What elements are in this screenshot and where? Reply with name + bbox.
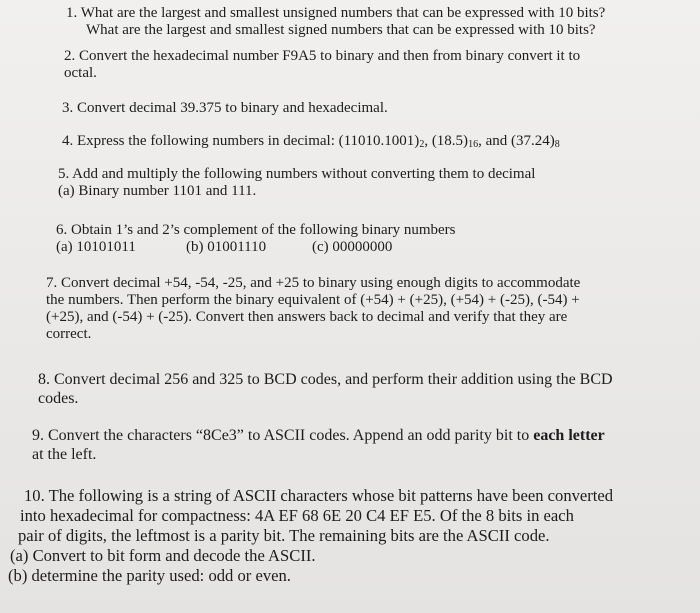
question-7-line-2: the numbers. Then perform the binary equivalent of (+54) + (+25), (+54) + (-25), (-54) +	[46, 292, 580, 308]
question-6-options	[56, 239, 456, 256]
question-3-line-1: 3. Convert decimal 39.375 to binary and hexadecimal.	[62, 100, 388, 116]
question-10-line-4: (a) Convert to bit form and decode the ASCII.	[10, 546, 316, 565]
question-2-line-2: octal.	[64, 65, 97, 81]
question-4-text-c: , and (37.24)	[478, 133, 555, 149]
question-7	[46, 275, 580, 343]
question-7-line-4: correct.	[46, 326, 92, 342]
question-10-line-3: pair of digits, the leftmost is a parity bit. The remaining bits are the ASCII code.	[18, 526, 550, 545]
question-6-option-c: (c) 00000000	[312, 239, 393, 255]
question-8	[38, 370, 613, 408]
question-1-line-1: 1. What are the largest and smallest unsigned numbers that can be expressed with 10 bits?	[66, 5, 606, 21]
question-4-text-a: 4. Express the following numbers in decimal: (11010.1001)	[62, 133, 420, 149]
question-9	[32, 426, 605, 464]
question-4-text-b: , (18.5)	[424, 133, 469, 149]
question-1	[66, 5, 605, 39]
question-8-line-2: codes.	[38, 390, 79, 407]
question-9-bold-text: each letter	[533, 427, 605, 444]
question-10-line-1: 10. The following is a string of ASCII characters whose bit patterns have been converted	[24, 486, 614, 505]
question-7-line-1: 7. Convert decimal +54, -54, -25, and +25 to binary using enough digits to accommodate	[46, 275, 581, 291]
question-10-line-2: into hexadecimal for compactness: 4A EF 68 6E 20 C4 EF E5. Of the 8 bits in each	[20, 506, 574, 525]
question-5	[58, 166, 535, 200]
question-6-option-a: (a) 10101011	[56, 239, 136, 255]
question-5-line-2: (a) Binary number 1101 and 111.	[58, 183, 257, 199]
question-9-text: 9. Convert the characters “8Ce3” to ASCII codes. Append an odd parity bit to	[32, 427, 534, 444]
question-4-base-2: 2	[419, 139, 425, 150]
question-10-line-5: (b) determine the parity used: odd or even.	[8, 566, 291, 585]
question-4-line-1	[62, 133, 560, 153]
question-10	[8, 486, 614, 586]
question-5-line-1: 5. Add and multiply the following numbers without converting them to decimal	[58, 166, 536, 182]
question-3	[62, 100, 388, 117]
question-9-line-1	[32, 426, 605, 445]
question-4-base-16: 16	[468, 139, 479, 150]
question-2-line-1: 2. Convert the hexadecimal number F9A5 to binary and then from binary convert it to	[64, 48, 581, 64]
question-7-line-3: (+25), and (-54) + (-25). Convert then answers back to decimal and verify that they are	[46, 309, 568, 325]
question-9-line-2: at the left.	[32, 446, 97, 463]
question-4-base-8: 8	[554, 139, 560, 150]
question-4	[62, 133, 560, 153]
question-8-line-1: 8. Convert decimal 256 and 325 to BCD codes, and perform their addition using the BCD	[38, 371, 613, 388]
question-6-option-b: (b) 01001110	[186, 239, 267, 255]
question-6	[56, 222, 456, 256]
question-2	[64, 48, 580, 82]
question-1-line-2: What are the largest and smallest signed numbers that can be expressed with 10 bits?	[86, 22, 596, 38]
question-6-line-1: 6. Obtain 1’s and 2’s complement of the following binary numbers	[56, 222, 456, 238]
